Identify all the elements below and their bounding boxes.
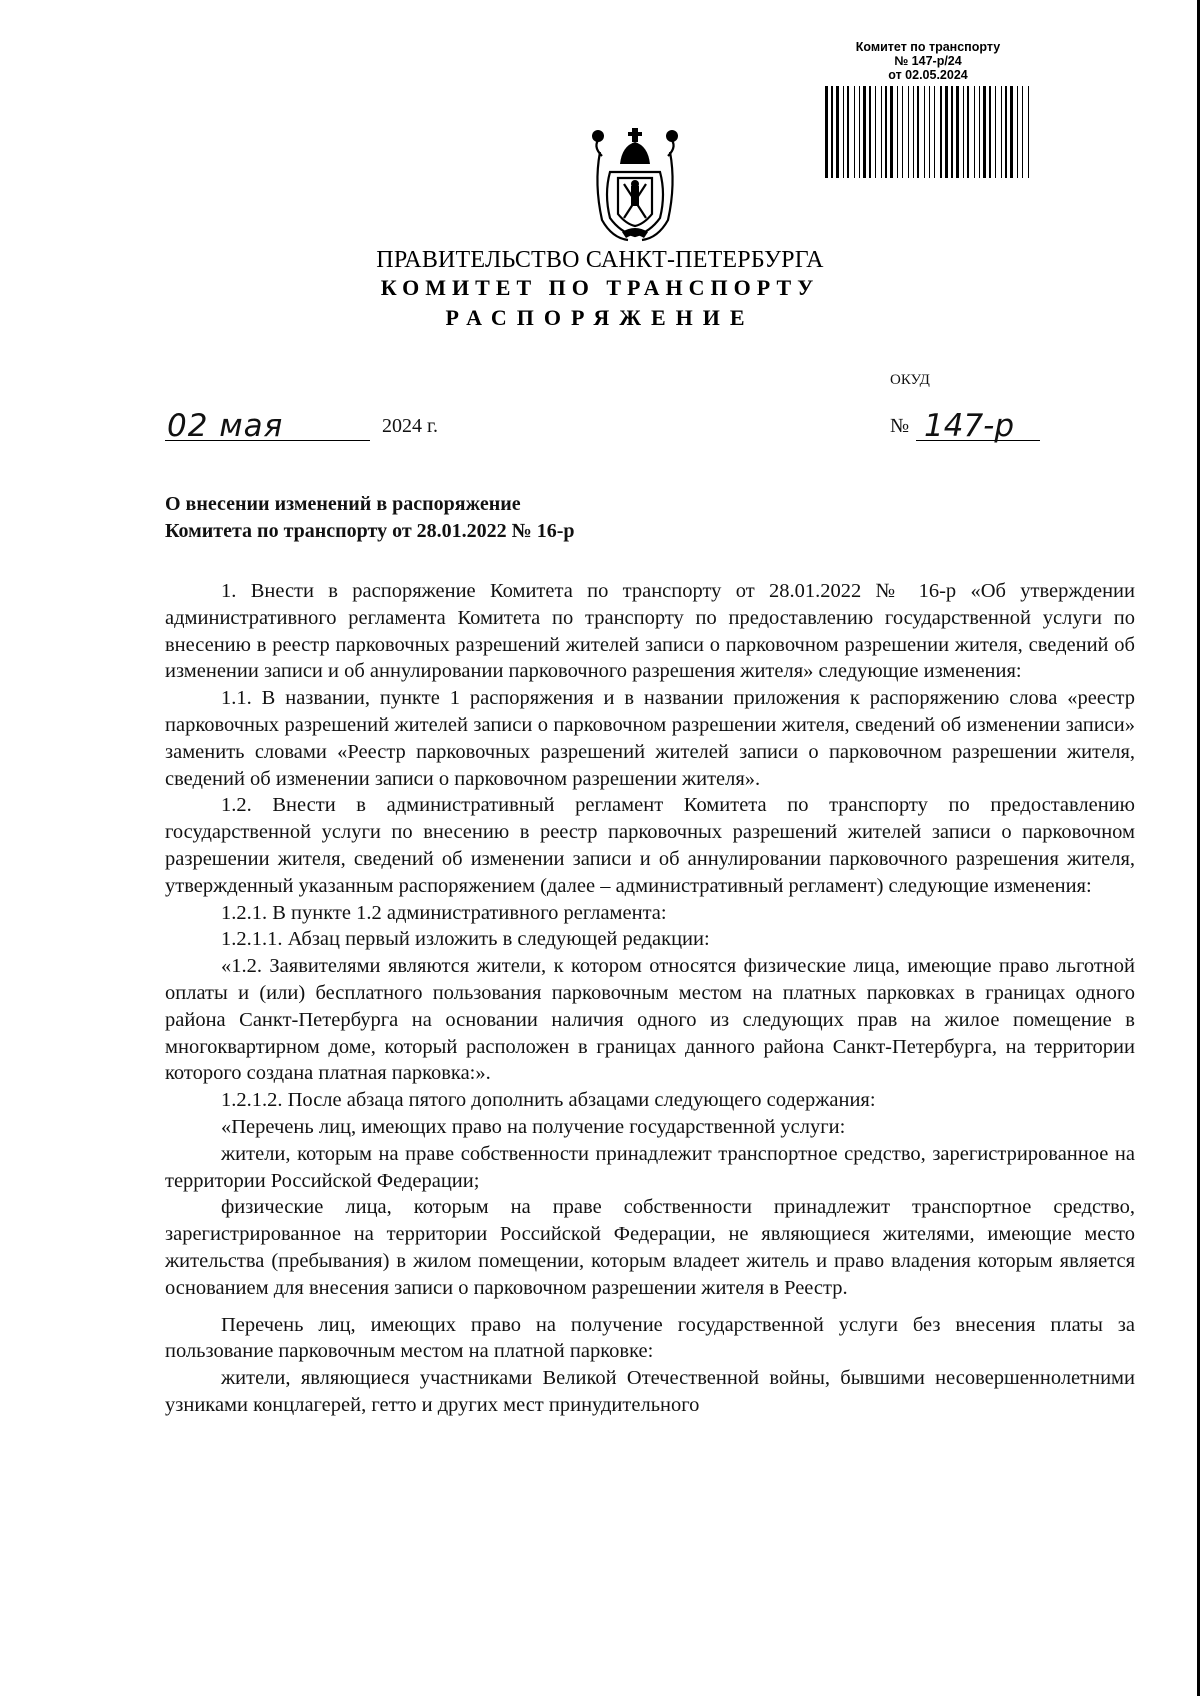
okud-label: ОКУД bbox=[890, 372, 930, 388]
date-handwritten: 02 мая bbox=[167, 408, 284, 444]
document-subject bbox=[165, 491, 765, 545]
barcode-icon bbox=[823, 86, 1033, 178]
paragraph: физические лица, которым на праве собственности принадлежит транспортное средство, зарегистрированное на территории Российской Федерации, не являющиеся жителями, имеющие место жительства (пребывания) в жилом помещении, которым владеет житель и право владения которым является основанием для внесения записи о парковочном разрешении жителя в Реестр. bbox=[165, 1196, 1135, 1299]
registration-stamp bbox=[818, 40, 1038, 183]
date-year: 2024 г. bbox=[382, 415, 438, 437]
document-date bbox=[165, 410, 465, 446]
paragraph: 1. Внести в распоряжение Комитета по транспорту от 28.01.2022 № 16-р «Об утверждении административного регламента Комитета по транспорту по предоставлению государственной услуги по внесению в реестр парковочных разрешений жителей записи о парковочном разрешении жителя, сведений об изменении записи и об аннулировании парковочного разрешения жителя» следующие изменения: bbox=[165, 580, 1135, 683]
subject-line: Комитета по транспорту от 28.01.2022 № 16-р bbox=[165, 520, 575, 542]
number-handwritten: 147-р bbox=[924, 408, 1015, 444]
document-body bbox=[165, 578, 1135, 1419]
paragraph: 1.2.1.1. Абзац первый изложить в следующей редакции: bbox=[221, 928, 710, 951]
paragraph: «Перечень лиц, имеющих право на получение государственной услуги: bbox=[221, 1115, 846, 1138]
paragraph: 1.1. В названии, пункте 1 распоряжения и в названии приложения к распоряжению слова «реестр парковочных разрешений жителей записи о парковочном разрешении жителя, сведений об изменении записи» заменить словами «Реестр парковочных разрешений жителей записи о парковочном разрешении жителя, сведений об изменении записи о парковочном разрешении жителя». bbox=[165, 687, 1135, 790]
paragraph: жители, которым на праве собственности принадлежит транспортное средство, зарегистрированное на территории Российской Федерации; bbox=[165, 1142, 1135, 1192]
committee-title: КОМИТЕТ ПО ТРАНСПОРТУ bbox=[380, 275, 820, 300]
date-underline bbox=[165, 440, 370, 441]
stamp-number: № 147-р/24 bbox=[894, 54, 962, 68]
paragraph: жители, являющиеся участниками Великой Отечественной войны, бывшими несовершеннолетними узниками концлагерей, гетто и других мест принудительного bbox=[165, 1367, 1135, 1416]
stamp-date: от 02.05.2024 bbox=[888, 68, 968, 82]
stamp-committee: Комитет по транспорту bbox=[855, 40, 1001, 54]
paragraph: Перечень лиц, имеющих право на получение государственной услуги без внесения платы за пользование парковочным местом на платной парковке: bbox=[165, 1313, 1135, 1363]
document-type-title: РАСПОРЯЖЕНИЕ bbox=[445, 305, 755, 330]
paragraph: «1.2. Заявителями являются жители, к котором относятся физические лица, имеющие право льготной оплаты и (или) бесплатного пользования парковочным местом на платных парковках в границах одного района Санкт-Петербурга на основании наличия одного из следующих прав на жилое помещение в многоквартирном доме, который расположен в границах данного района Санкт-Петербурга, на территории которого создана платная парковка:». bbox=[165, 955, 1135, 1085]
document-number bbox=[890, 410, 1050, 446]
paragraph: 1.2.1. В пункте 1.2 административного регламента: bbox=[221, 901, 667, 924]
subject-line: О внесении изменений в распоряжение bbox=[165, 493, 521, 515]
government-title: ПРАВИТЕЛЬСТВО САНКТ-ПЕТЕРБУРГА bbox=[376, 247, 824, 273]
coat-of-arms-icon bbox=[588, 124, 682, 242]
paragraph: 1.2. Внести в административный регламент Комитета по транспорту по предоставлению государственной услуги по внесению в реестр парковочных разрешений жителей записи о парковочном разрешении жителя, сведений об изменении записи и об аннулировании парковочного разрешения жителя, утвержденный указанным распоряжением (далее – административный регламент) следующие изменения: bbox=[165, 794, 1135, 897]
paragraph: 1.2.1.2. После абзаца пятого дополнить абзацами следующего содержания: bbox=[221, 1089, 876, 1112]
number-sign: № bbox=[890, 415, 910, 437]
